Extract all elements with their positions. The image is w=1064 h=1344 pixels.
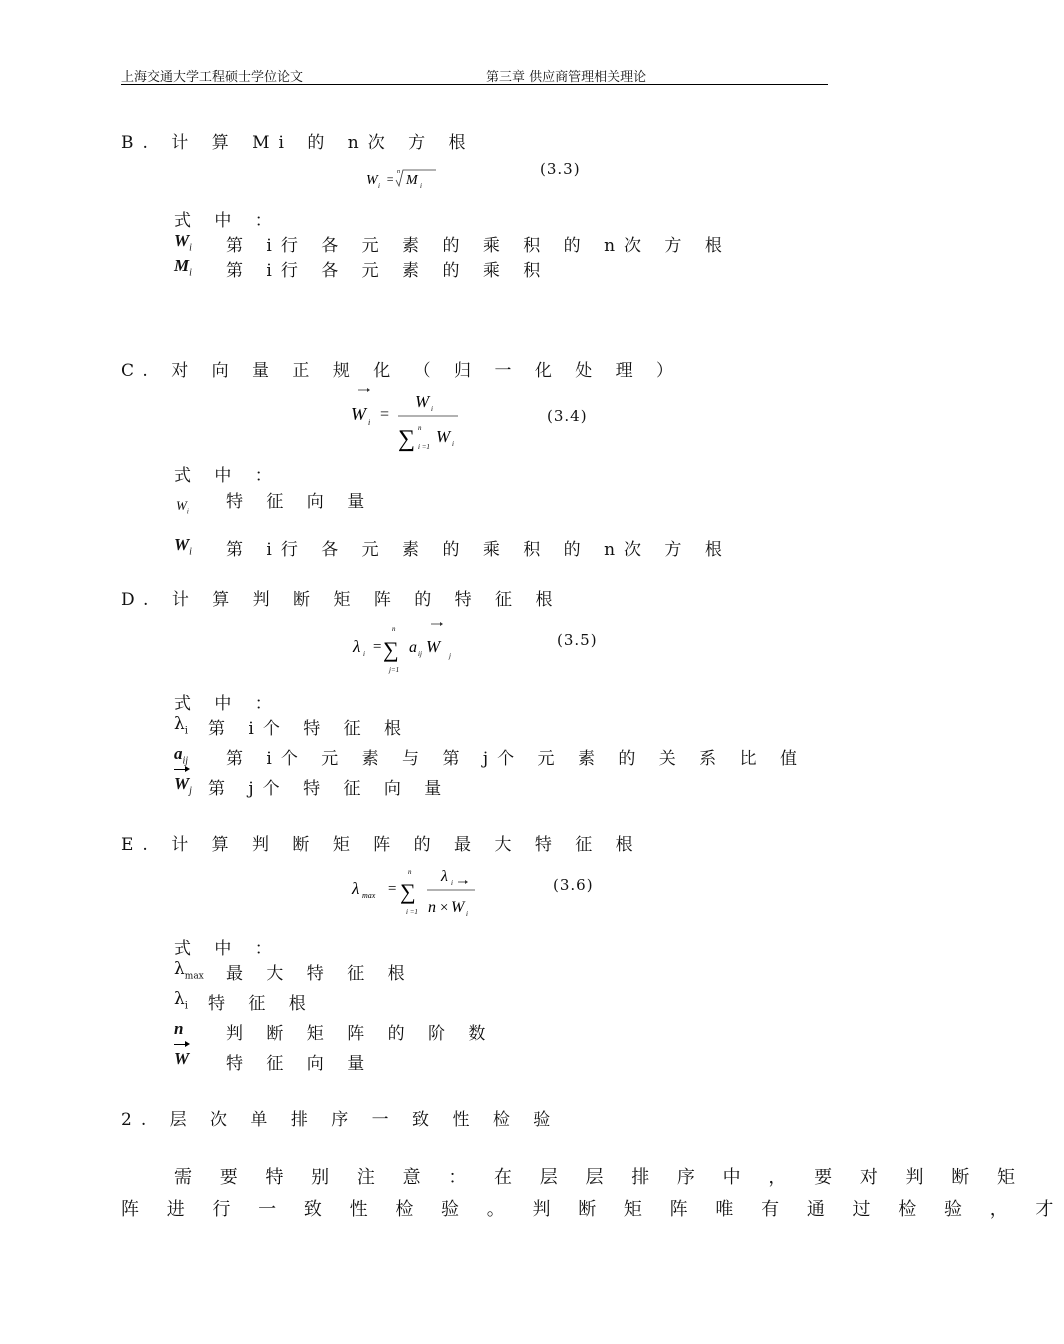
section-c-heading: C. 对 向 量 正 规 化 （ 归 一 化 处 理 ） [121, 361, 683, 381]
equation-3-5 [350, 616, 470, 681]
svg-text:∑: ∑ [400, 879, 416, 904]
svg-text:n: n [428, 899, 436, 916]
def-text-lambda-i: 第 i个 特 征 根 [208, 719, 411, 739]
section-b-heading: B. 计 算 Mi 的 n次 方 根 [121, 133, 475, 153]
svg-text:i: i [368, 418, 371, 427]
def-text-mi: 第 i行 各 元 素 的 乘 积 [226, 261, 550, 281]
def-symbol-wi-small: $W_i$ [176, 498, 189, 516]
equation-number-3-3: (3.3) [540, 160, 581, 178]
section-2-heading: 2. 层 次 单 排 序 一 致 性 检 验 [121, 1110, 560, 1130]
svg-text:×: × [439, 900, 450, 916]
def-text-wj: 第 j个 特 征 向 量 [208, 779, 451, 799]
where-label-c: 式 中 ： [174, 466, 281, 486]
equation-number-3-4: (3.4) [547, 407, 588, 425]
svg-text:W: W [451, 899, 465, 916]
def-text-aij: 第 i个 元 素 与 第 j个 元 素 的 关 系 比 值 [226, 749, 806, 769]
equation-number-3-6: (3.6) [553, 876, 594, 894]
def-symbol-lambda-max: $\lambda_{max}$ [174, 959, 204, 982]
svg-text:=: = [387, 881, 398, 897]
svg-text:∑: ∑ [398, 426, 416, 452]
def-text-wi-c: 第 i行 各 元 素 的 乘 积 的 n次 方 根 [226, 540, 731, 560]
svg-text:W: W [426, 637, 441, 656]
svg-text:ij: ij [418, 650, 422, 658]
svg-text:λ: λ [352, 879, 360, 898]
paragraph-line-1: 需 要 特 别 注 意 ： 在 层 层 排 序 中 ， 要 对 判 断 矩 [174, 1167, 1026, 1188]
svg-text:i: i [451, 879, 453, 887]
svg-text:j=1: j=1 [389, 666, 400, 674]
svg-text:i: i [452, 440, 454, 448]
paragraph-line-2: 阵 进 行 一 致 性 检 验 。 判 断 矩 阵 唯 有 通 过 检 验 ， 才 [121, 1199, 1064, 1220]
def-symbol-wi-c: $W_i$ [174, 535, 192, 558]
svg-text:=: = [372, 639, 383, 655]
svg-text:max: max [362, 891, 376, 900]
svg-text:n: n [392, 625, 396, 633]
svg-text:a: a [409, 639, 417, 656]
svg-text:W: W [415, 392, 430, 411]
header-right: 第三章 供应商管理相关理论 [486, 70, 647, 85]
def-symbol-mi: $M_i$ [174, 256, 192, 279]
svg-text:∑: ∑ [383, 637, 399, 662]
svg-text:λ: λ [353, 637, 361, 656]
def-text-wi: 第 i行 各 元 素 的 乘 积 的 n次 方 根 [226, 236, 731, 256]
svg-text:=: = [386, 172, 395, 186]
svg-text:n: n [418, 424, 422, 432]
where-label-e: 式 中 ： [174, 939, 281, 959]
def-symbol-lambda-i-e: $\lambda_i$ [174, 989, 188, 1012]
equation-number-3-5: (3.5) [557, 631, 598, 649]
equation-3-6 [350, 862, 480, 927]
svg-text:λ: λ [441, 868, 448, 885]
where-label-b: 式 中 ： [174, 211, 281, 231]
equation-3-4 [348, 382, 468, 459]
svg-text:i =1: i =1 [406, 908, 418, 916]
svg-text:W: W [351, 404, 366, 424]
def-text-lambda-max: 最 大 特 征 根 [226, 964, 414, 984]
def-symbol-n: n [174, 1019, 184, 1038]
svg-text:W: W [436, 427, 451, 446]
svg-text:n: n [397, 169, 400, 175]
svg-text:i: i [466, 910, 468, 918]
def-symbol-wi: $W_i$ [174, 231, 192, 254]
svg-text:i: i [420, 182, 422, 190]
svg-text:i: i [363, 650, 365, 658]
svg-text:i: i [431, 405, 433, 413]
svg-text:j: j [449, 652, 451, 660]
section-e-heading: E. 计 算 判 断 矩 阵 的 最 大 特 征 根 [121, 835, 642, 855]
def-symbol-w-vector: W [174, 1049, 190, 1068]
svg-text:i =1: i =1 [418, 443, 430, 451]
equation-3-3 [366, 164, 446, 199]
def-symbol-wj: $W_j$ [174, 774, 192, 797]
def-symbol-aij: $a_{ij}$ [174, 744, 189, 767]
svg-text:=: = [379, 406, 390, 423]
svg-text:M: M [406, 173, 418, 188]
def-text-w-vector: 特 征 向 量 [226, 1054, 374, 1074]
svg-text:i: i [378, 182, 380, 190]
header-rule [121, 84, 828, 85]
svg-text:W: W [366, 173, 378, 188]
where-label-d: 式 中 ： [174, 694, 281, 714]
header-left: 上海交通大学工程硕士学位论文 [121, 70, 304, 85]
def-symbol-lambda-i: $\lambda_i$ [174, 714, 188, 737]
def-text-feature-vector: 特 征 向 量 [226, 492, 374, 512]
def-text-n: 判 断 矩 阵 的 阶 数 [226, 1024, 495, 1044]
svg-text:n: n [408, 868, 412, 876]
def-text-lambda-i-e: 特 征 根 [208, 994, 315, 1014]
section-d-heading: D. 计 算 判 断 矩 阵 的 特 征 根 [121, 590, 562, 610]
